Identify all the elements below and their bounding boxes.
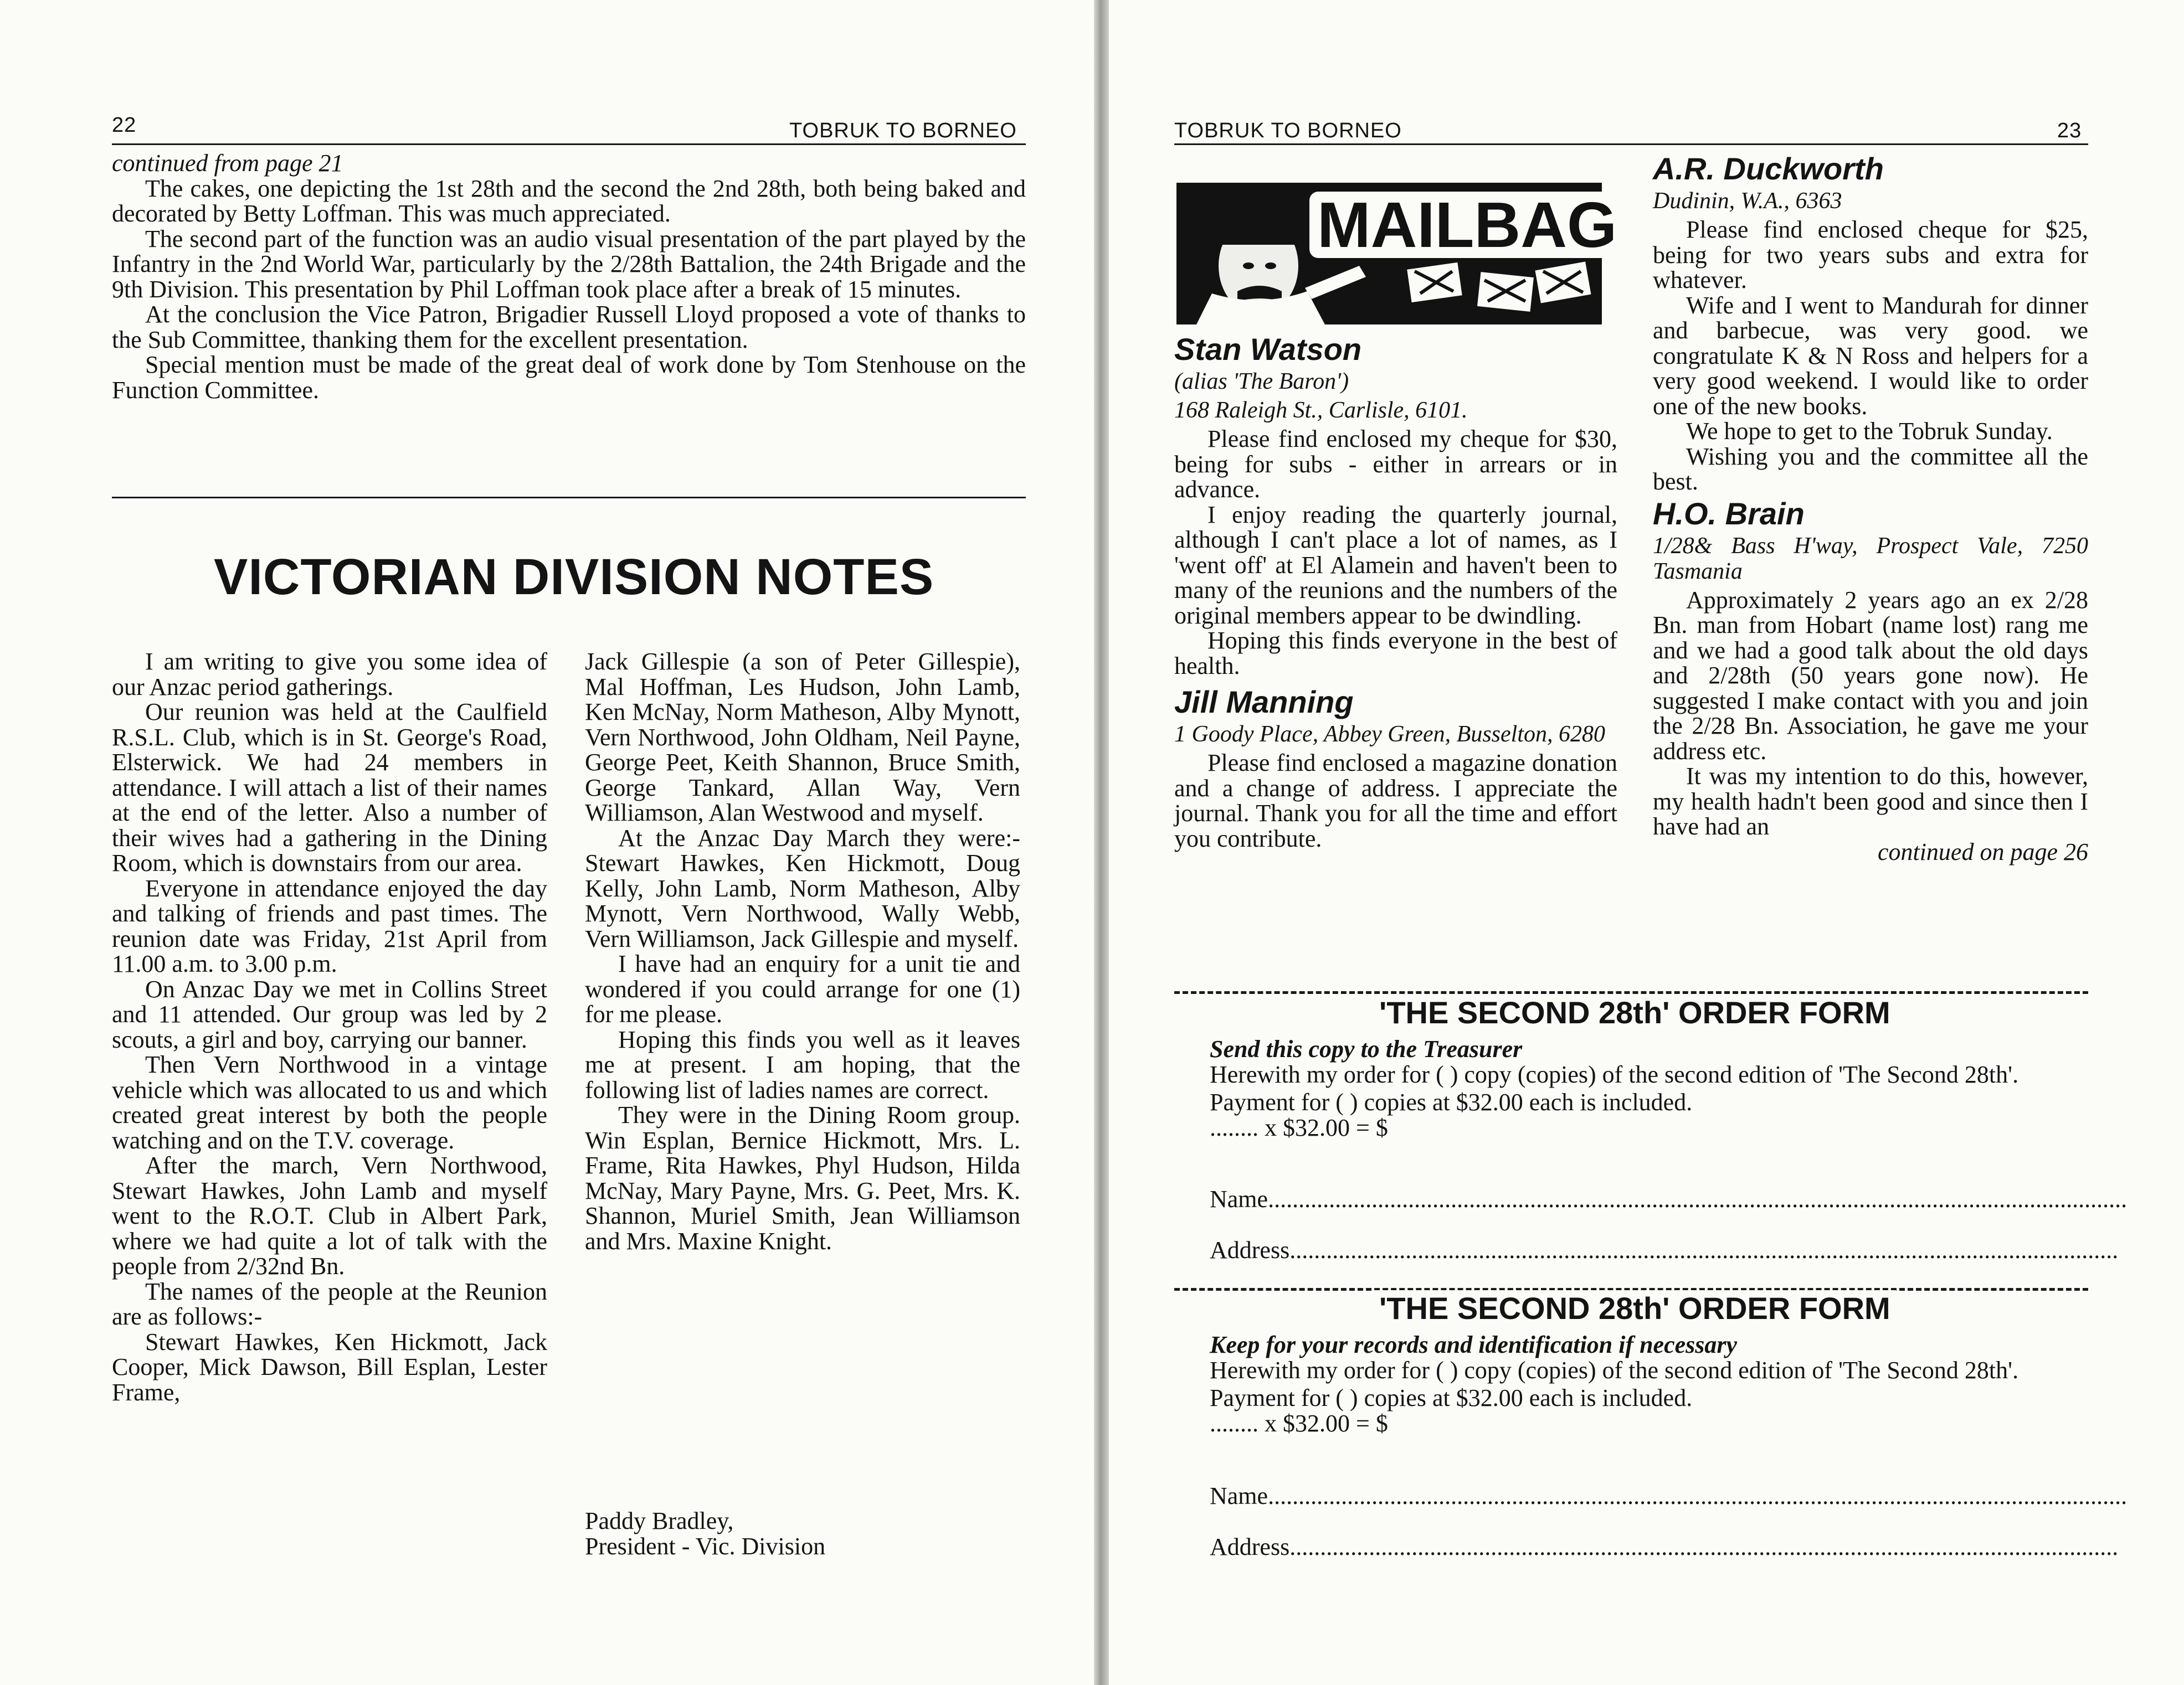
letter-author-alias: (alias 'The Baron') xyxy=(1174,369,1349,394)
letter-paragraph: Please find enclosed cheque for $25, being for two years subs and extra for whatever. xyxy=(1653,216,2088,293)
order-form-instruction: Send this copy to the Treasurer xyxy=(1210,1035,1523,1063)
order-form-1 xyxy=(1174,1037,2088,1141)
order-form-title: 'THE SECOND 28th' ORDER FORM xyxy=(1374,1290,1896,1326)
letter-author-address: 1/28& Bass H'way, Prospect Vale, 7250 Tasmania xyxy=(1653,533,2088,584)
article-paragraph: The names of the people at the Reunion are as follows:- xyxy=(112,1277,547,1330)
right-page xyxy=(1109,0,2184,1685)
letter-paragraph: We hope to get to the Tobruk Sunday. xyxy=(1686,418,2053,445)
order-form-instruction: Keep for your records and identification if necessary xyxy=(1210,1331,1738,1358)
page-number: 22 xyxy=(112,114,137,137)
article-paragraph: After the march, Vern Northwood, Stewart Hawkes, John Lamb and myself went to the R.O.T. Club in Albert Park, where we had quite a lot of talk with the people from 2/32nd Bn. xyxy=(112,1152,547,1280)
article-column-1 xyxy=(112,649,547,1405)
intro-paragraph: The second part of the function was an audio visual presentation of the part played by the Infantry in the 2nd World War, particularly by the 2/28th Battalion, the 24th Brigade and the 9th Division. This presentation by Phil Loffman took place after a break of 15 minutes. xyxy=(112,225,1026,303)
address-label: Address xyxy=(1210,1236,1290,1264)
letters-column-1 xyxy=(1174,330,1617,851)
letter-author-name: A.R. Duckworth xyxy=(1653,151,1884,186)
name-field[interactable]: Name............................................................................................................................................. xyxy=(1210,1186,2128,1213)
article-paragraph: They were in the Dining Room group. Win Esplan, Bernice Hickmott, Mrs. L. Frame, Rita Hawkes, Phyl Hudson, Hilda McNay, Mary Payne, Mrs. G. Peet, Mrs. K. Shannon, Muriel Smith, Jean Williamson and Mrs. Maxine Knight. xyxy=(585,1101,1020,1255)
letter-paragraph: Please find enclosed a magazine donation and a change of address. I appreciate the journal. Thank you for all the time and effort you contribute. xyxy=(1174,749,1617,852)
article-paragraph: Jack Gillespie (a son of Peter Gillespie), Mal Hoffman, Les Hudson, John Lamb, Ken McNay, Norm Matheson, Alby Mynott, Vern Northwood, John Oldham, Neil Payne, George Peet, Keith Shannon, Bruce Smith, George Tankard, Allan Way, Vern Williamson, Alan Westwood and myself. xyxy=(585,648,1020,826)
article-paragraph: I have had an enquiry for a unit tie and wondered if you could arrange for one (1) for me please. xyxy=(585,950,1020,1028)
article-paragraph: Everyone in attendance enjoyed the day and talking of friends and past times. The reunion date was Friday, 21st April from 11.00 a.m. to 3.00 p.m. xyxy=(112,874,547,977)
header-rule xyxy=(1174,143,2088,145)
letter-author-address: 1 Goody Place, Abbey Green, Busselton, 6280 xyxy=(1174,722,1605,747)
header-rule xyxy=(112,143,1026,145)
cut-line xyxy=(1174,991,2088,994)
continued-from: continued from page 21 xyxy=(112,150,343,177)
letters-column-2 xyxy=(1653,150,2088,864)
intro-paragraph: The cakes, one depicting the 1st 28th and the second the 2nd 28th, both being baked and decorated by Betty Loffman. This was much appreciated. xyxy=(112,174,1026,227)
article-paragraph: Our reunion was held at the Caulfield R.S.L. Club, which is in St. George's Road, Elsterwick. We had 24 members in attendance. I will attach a list of their names at the end of the letter. Also a number of their wives had a gathering in the Dining Room, which is downstairs from our area. xyxy=(112,698,547,877)
article-title: VICTORIAN DIVISION NOTES xyxy=(214,549,934,605)
address-field[interactable]: Address........................................................................................................................................ xyxy=(1210,1533,2119,1560)
article-paragraph: Hoping this finds you well as it leaves me at present. I am hoping, that the following list of ladies names are correct. xyxy=(585,1026,1020,1104)
address-label: Address xyxy=(1210,1533,1290,1560)
letter-paragraph: It was my intention to do this, however, my health hadn't been good and since then I have had an xyxy=(1653,762,2088,840)
order-form-line: Payment for ( ) copies at $32.00 each is included. xyxy=(1210,1384,1693,1411)
letter-author-name: Jill Manning xyxy=(1174,684,1354,719)
intro-text xyxy=(112,151,1026,403)
signature-title: President - Vic. Division xyxy=(585,1533,826,1560)
letter-author-address: Dudinin, W.A., 6363 xyxy=(1653,188,1842,214)
mailbag-logo xyxy=(1176,183,1617,324)
mailbag-title: MAILBAG xyxy=(1309,192,1625,258)
name-label: Name xyxy=(1210,1482,1268,1509)
letter-paragraph: Hoping this finds everyone in the best of health. xyxy=(1174,627,1617,679)
article-column-2 xyxy=(585,649,1020,1254)
article-paragraph: At the Anzac Day March they were:- Stewart Hawkes, Ken Hickmott, Doug Kelly, John Lamb, Norm Matheson, Alby Mynott, Vern Northwood, Wally Webb, Vern Williamson, Jack Gillespie and myself. xyxy=(585,824,1020,952)
section-divider xyxy=(112,497,1026,498)
signature-block xyxy=(585,1508,1020,1559)
continued-note: continued on page 26 xyxy=(1877,838,2088,865)
order-form-line: Payment for ( ) copies at $32.00 each is included. xyxy=(1210,1089,1693,1116)
order-form-line: ........ x $32.00 = $ xyxy=(1210,1114,1388,1141)
article-paragraph: On Anzac Day we met in Collins Street and 11 attended. Our group was led by 2 scouts, a girl and boy, carrying our banner. xyxy=(112,975,547,1053)
letter-paragraph: Approximately 2 years ago an ex 2/28 Bn. man from Hobart (name lost) rang me and we had a good talk about the old days and 2/28th (50 years gone now). He suggested I make contact with you and join the 2/28 Bn. Association, he gave me your address etc. xyxy=(1653,586,2088,765)
intro-paragraph: Special mention must be made of the great deal of work done by Tom Stenhouse on the Function Committee. xyxy=(112,351,1026,404)
order-form-line: ........ x $32.00 = $ xyxy=(1210,1410,1388,1437)
article-paragraph: Stewart Hawkes, Ken Hickmott, Jack Cooper, Mick Dawson, Bill Esplan, Lester Frame, xyxy=(112,1328,547,1406)
article-paragraph: I am writing to give you some idea of our Anzac period gatherings. xyxy=(112,648,547,700)
order-form-title: 'THE SECOND 28th' ORDER FORM xyxy=(1374,994,1896,1030)
signature-name: Paddy Bradley, xyxy=(585,1507,734,1534)
letter-author-address: 168 Raleigh St., Carlisle, 6101. xyxy=(1174,398,1468,423)
letter-paragraph: Please find enclosed my cheque for $30, being for subs - either in arrears or in advance. xyxy=(1174,425,1617,503)
letter-paragraph: I enjoy reading the quarterly journal, although I can't place a lot of names, as I 'went off' at El Alamein and haven't been to many of the reunions and the numbers of the original members appear to be dwindling. xyxy=(1174,501,1617,629)
order-form-2 xyxy=(1174,1332,2088,1436)
intro-paragraph: At the conclusion the Vice Patron, Brigadier Russell Lloyd proposed a vote of thanks to the Sub Committee, thanking them for the excellent presentation. xyxy=(112,301,1026,353)
letter-author-name: H.O. Brain xyxy=(1653,496,1805,531)
order-form-line: Herewith my order for ( ) copy (copies) of the second edition of 'The Second 28th'. xyxy=(1210,1357,2019,1384)
name-label: Name xyxy=(1210,1186,1268,1213)
letter-paragraph: Wife and I went to Mandurah for dinner and barbecue, was very good. we congratulate K & N Ross and helpers for a very good weekend. I would like to order one of the new books. xyxy=(1653,291,2088,420)
page-number: 23 xyxy=(2057,119,2082,142)
letter-paragraph: Wishing you and the committee all the best. xyxy=(1653,442,2088,495)
name-field[interactable]: Name............................................................................................................................................. xyxy=(1210,1482,2128,1509)
book-gutter xyxy=(1094,0,1109,1685)
order-form-line: Herewith my order for ( ) copy (copies) of the second edition of 'The Second 28th'. xyxy=(1210,1061,2019,1088)
address-field[interactable]: Address........................................................................................................................................ xyxy=(1210,1236,2119,1264)
running-head: TOBRUK TO BORNEO xyxy=(1174,119,1402,142)
running-head: TOBRUK TO BORNEO xyxy=(789,119,1017,142)
letter-author-name: Stan Watson xyxy=(1174,332,1362,367)
article-paragraph: Then Vern Northwood in a vintage vehicle which was allocated to us and which created great interest by both the people watching and on the T.V. coverage. xyxy=(112,1051,547,1154)
